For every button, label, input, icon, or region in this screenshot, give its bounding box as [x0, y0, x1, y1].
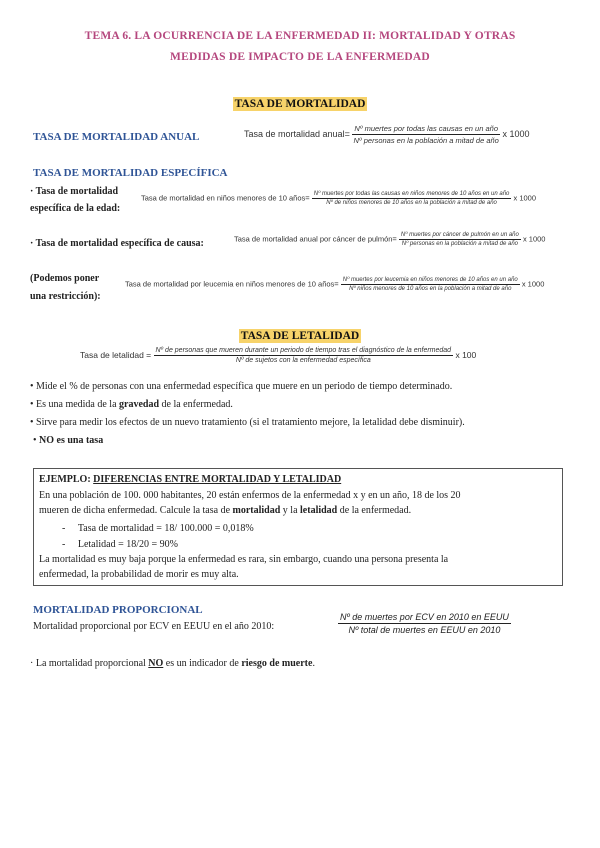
- label-especifica-edad-2: específica de la edad:: [30, 203, 121, 214]
- example-title: [39, 472, 341, 488]
- text: · La mortalidad proporcional: [30, 658, 149, 669]
- formula-mortalidad-leucemia: [125, 277, 544, 292]
- label-especifica-edad-1: · Tasa de mortalidad: [30, 186, 119, 197]
- formula-prefix: Tasa de mortalidad anual por cáncer de pulmón=: [234, 234, 397, 244]
- formula-mortalidad-anual: [244, 124, 530, 145]
- text: de la enfermedad.: [159, 399, 233, 410]
- denominator: Nº de niños menores de 10 años en la población a mitad de año: [326, 200, 497, 206]
- text-bold-underlined: NO: [148, 658, 164, 669]
- formula-prefix: Tasa de mortalidad en niños menores de 10 años=: [141, 193, 310, 203]
- text: • Es una medida de la: [30, 399, 120, 410]
- formula-prefix: Tasa de letalidad =: [80, 349, 152, 360]
- text: •: [33, 435, 40, 446]
- example-item-letalidad: - Letalidad = 18/20 = 90%: [62, 539, 178, 550]
- text-bold: riesgo de muerte: [241, 658, 313, 669]
- bullet-tratamiento: • Sirve para medir los efectos de un nuevo tratamiento (si el tratamiento mejore, la letalidad debe disminuir).: [30, 417, 465, 428]
- text-bold: NO es una tasa: [39, 435, 104, 446]
- text-bold: gravedad: [119, 399, 160, 410]
- page-title-line2: MEDIDAS DE IMPACTO DE LA ENFERMEDAD: [170, 51, 430, 63]
- text: y la: [280, 505, 301, 516]
- numerator: Nº muertes por cáncer de pulmón en un año: [400, 232, 519, 238]
- fraction: [399, 232, 521, 247]
- fraction: [352, 124, 500, 145]
- text-bold: mortalidad: [232, 505, 281, 516]
- section-letalidad: [0, 326, 600, 344]
- heading-tasa-letalidad: TASA DE LETALIDAD: [240, 330, 360, 342]
- text-bold: letalidad: [300, 505, 338, 516]
- fraction: [154, 347, 454, 364]
- text: Letalidad = 18/20 = 90%: [77, 539, 178, 550]
- formula-suffix: x 100: [455, 349, 477, 360]
- denominator: Nº total de muertes en EEUU en 2010: [348, 625, 501, 635]
- text-bold: EJEMPLO:: [39, 474, 94, 485]
- label-tasa-mortalidad-especifica: TASA DE MORTALIDAD ESPECÍFICA: [33, 167, 228, 179]
- example-line2: [39, 503, 411, 519]
- bullet-no-tasa: [33, 435, 103, 446]
- formula-suffix: x 1000: [522, 234, 546, 244]
- denominator: Nº personas en la población a mitad de año: [353, 136, 499, 145]
- label-restriccion-2: una restricción):: [30, 291, 101, 302]
- section-mortalidad: [0, 94, 600, 112]
- text-underlined: DIFERENCIAS ENTRE MORTALIDAD Y LETALIDAD: [93, 474, 342, 485]
- label-especifica-causa: · Tasa de mortalidad específica de causa:: [30, 238, 204, 249]
- bullet-gravedad: [30, 399, 233, 410]
- example-box: [33, 468, 563, 586]
- text: mueren de dicha enfermedad. Calcule la tasa de: [39, 505, 233, 516]
- denominator: Nº niños menores de 10 años en la población a mitad de año: [349, 286, 512, 292]
- example-line3: La mortalidad es muy baja porque la enfermedad es rara, sin embargo, cuando una persona presenta la: [39, 554, 449, 565]
- text: .: [312, 658, 315, 669]
- fraction: [312, 191, 512, 206]
- formula-letalidad: [80, 347, 476, 364]
- formula-suffix: x 1000: [521, 279, 545, 289]
- formula-mortalidad-causa: [234, 232, 545, 247]
- formula-prefix: Tasa de mortalidad por leucemia en niños menores de 10 años=: [125, 279, 339, 289]
- numerator: Nº muertes por todas las causas en niños menores de 10 años en un año: [313, 191, 510, 197]
- fraction: [341, 277, 520, 292]
- denominator: Nº personas en la población a mitad de año: [401, 241, 519, 247]
- text-mortalidad-proporcional: Mortalidad proporcional por ECV en EEUU en el año 2010:: [33, 621, 275, 632]
- label-restriccion-1: (Podemos poner: [30, 273, 100, 284]
- example-line1: En una población de 100. 000 habitantes, 20 están enfermos de la enfermedad x y en un año, 18 de los 20: [39, 490, 461, 501]
- text: de la enfermedad.: [337, 505, 412, 516]
- formula-suffix: x 1000: [502, 128, 530, 139]
- denominator: Nº de sujetos con la enfermedad específica: [235, 357, 371, 364]
- numerator: Nº de muertes por ECV en 2010 en EEUU: [340, 612, 509, 622]
- note-mortalidad-proporcional: [30, 658, 315, 669]
- formula-mortalidad-edad: [141, 191, 536, 206]
- formula-prefix: Tasa de mortalidad anual=: [244, 128, 350, 139]
- formula-mortalidad-proporcional: [338, 612, 511, 635]
- label-tasa-mortalidad-anual: TASA DE MORTALIDAD ANUAL: [33, 131, 200, 143]
- example-line4: enfermedad, la probabilidad de morir es muy alta.: [39, 569, 239, 580]
- numerator: Nº muertes por leucemia en niños menores de 10 años en un año: [342, 277, 518, 283]
- example-item-mortalidad: - Tasa de mortalidad = 18/ 100.000 = 0,018%: [62, 523, 254, 534]
- formula-suffix: x 1000: [513, 193, 537, 203]
- page-title-line1: TEMA 6. LA OCURRENCIA DE LA ENFERMEDAD II: MORTALIDAD Y OTRAS: [84, 30, 516, 42]
- numerator: Nº muertes por todas las causas en un año: [354, 124, 498, 133]
- numerator: Nº de personas que mueren durante un periodo de tiempo tras el diagnóstico de la enfermedad: [155, 347, 452, 354]
- text: es un indicador de: [163, 658, 242, 669]
- bullet-mide: • Mide el % de personas con una enfermedad específica que muere en un periodo de tiempo determinado.: [30, 381, 453, 392]
- fraction: [338, 612, 511, 635]
- heading-mortalidad-proporcional: MORTALIDAD PROPORCIONAL: [33, 604, 203, 616]
- text: Tasa de mortalidad = 18/ 100.000 = 0,018%: [77, 523, 254, 534]
- heading-tasa-mortalidad: TASA DE MORTALIDAD: [234, 98, 366, 110]
